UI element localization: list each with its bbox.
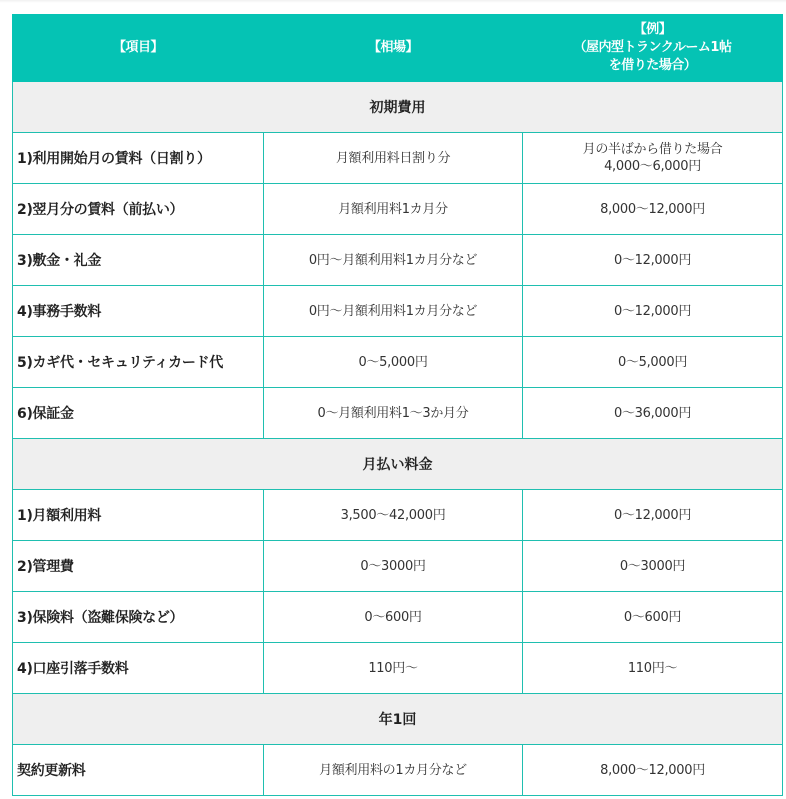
table-row [13,541,783,592]
table-row [13,490,783,541]
section-title: 月払い料金 [13,439,783,490]
example-price: 8,000～12,000円 [523,745,783,796]
section-row-monthly-fees [13,439,783,490]
market-price: 月額利用料1カ月分 [264,184,523,235]
header-row [13,15,783,82]
table-row [13,235,783,286]
table-row [13,388,783,439]
section-row-annual [13,694,783,745]
example-price: 0～36,000円 [523,388,783,439]
example-line: 月の半ばから借りた場合 [582,142,723,157]
item-label: 1)利用開始月の賃料（日割り） [13,133,264,184]
market-price: 0～5,000円 [264,337,523,388]
page-top-shadow [0,0,786,3]
item-label: 2)翌月分の賃料（前払い） [13,184,264,235]
table-row [13,133,783,184]
item-label: 3)敷金・礼金 [13,235,264,286]
item-label: 4)事務手数料 [13,286,264,337]
market-price: 3,500～42,000円 [264,490,523,541]
header-example-line: を借りた場合） [608,58,697,73]
item-label: 5)カギ代・セキュリティカード代 [13,337,264,388]
header-example-line: 【例】 [633,22,672,37]
example-price: 0～12,000円 [523,286,783,337]
header-example [523,15,783,82]
example-line: 4,000～6,000円 [604,159,701,174]
table-row [13,643,783,694]
section-row-initial-costs [13,82,783,133]
item-label: 6)保証金 [13,388,264,439]
section-title: 初期費用 [13,82,783,133]
example-price: 0～3000円 [523,541,783,592]
example-price [523,133,783,184]
market-price: 0円～月額利用料1カ月分など [264,235,523,286]
table-body [13,82,783,796]
header-example-line: （屋内型トランクルーム1帖 [573,40,732,55]
market-price: 0円～月額利用料1カ月分など [264,286,523,337]
example-price: 8,000～12,000円 [523,184,783,235]
example-price: 0～12,000円 [523,235,783,286]
storage-cost-table [12,14,783,796]
example-price: 0～5,000円 [523,337,783,388]
example-price: 0～12,000円 [523,490,783,541]
item-label: 2)管理費 [13,541,264,592]
example-price: 0～600円 [523,592,783,643]
market-price: 月額利用料の1カ月分など [264,745,523,796]
table-row [13,592,783,643]
market-price: 0～3000円 [264,541,523,592]
item-label: 3)保険料（盗難保険など） [13,592,264,643]
market-price: 月額利用料日割り分 [264,133,523,184]
table-row [13,745,783,796]
market-price: 110円～ [264,643,523,694]
item-label: 契約更新料 [13,745,264,796]
item-label: 1)月額利用料 [13,490,264,541]
header-item: 【項目】 [13,15,264,82]
table-row [13,337,783,388]
example-price: 110円～ [523,643,783,694]
header-market-price: 【相場】 [264,15,523,82]
table-row [13,184,783,235]
market-price: 0～600円 [264,592,523,643]
section-title: 年1回 [13,694,783,745]
table-row [13,286,783,337]
market-price: 0～月額利用料1～3か月分 [264,388,523,439]
item-label: 4)口座引落手数料 [13,643,264,694]
table-header [13,15,783,82]
